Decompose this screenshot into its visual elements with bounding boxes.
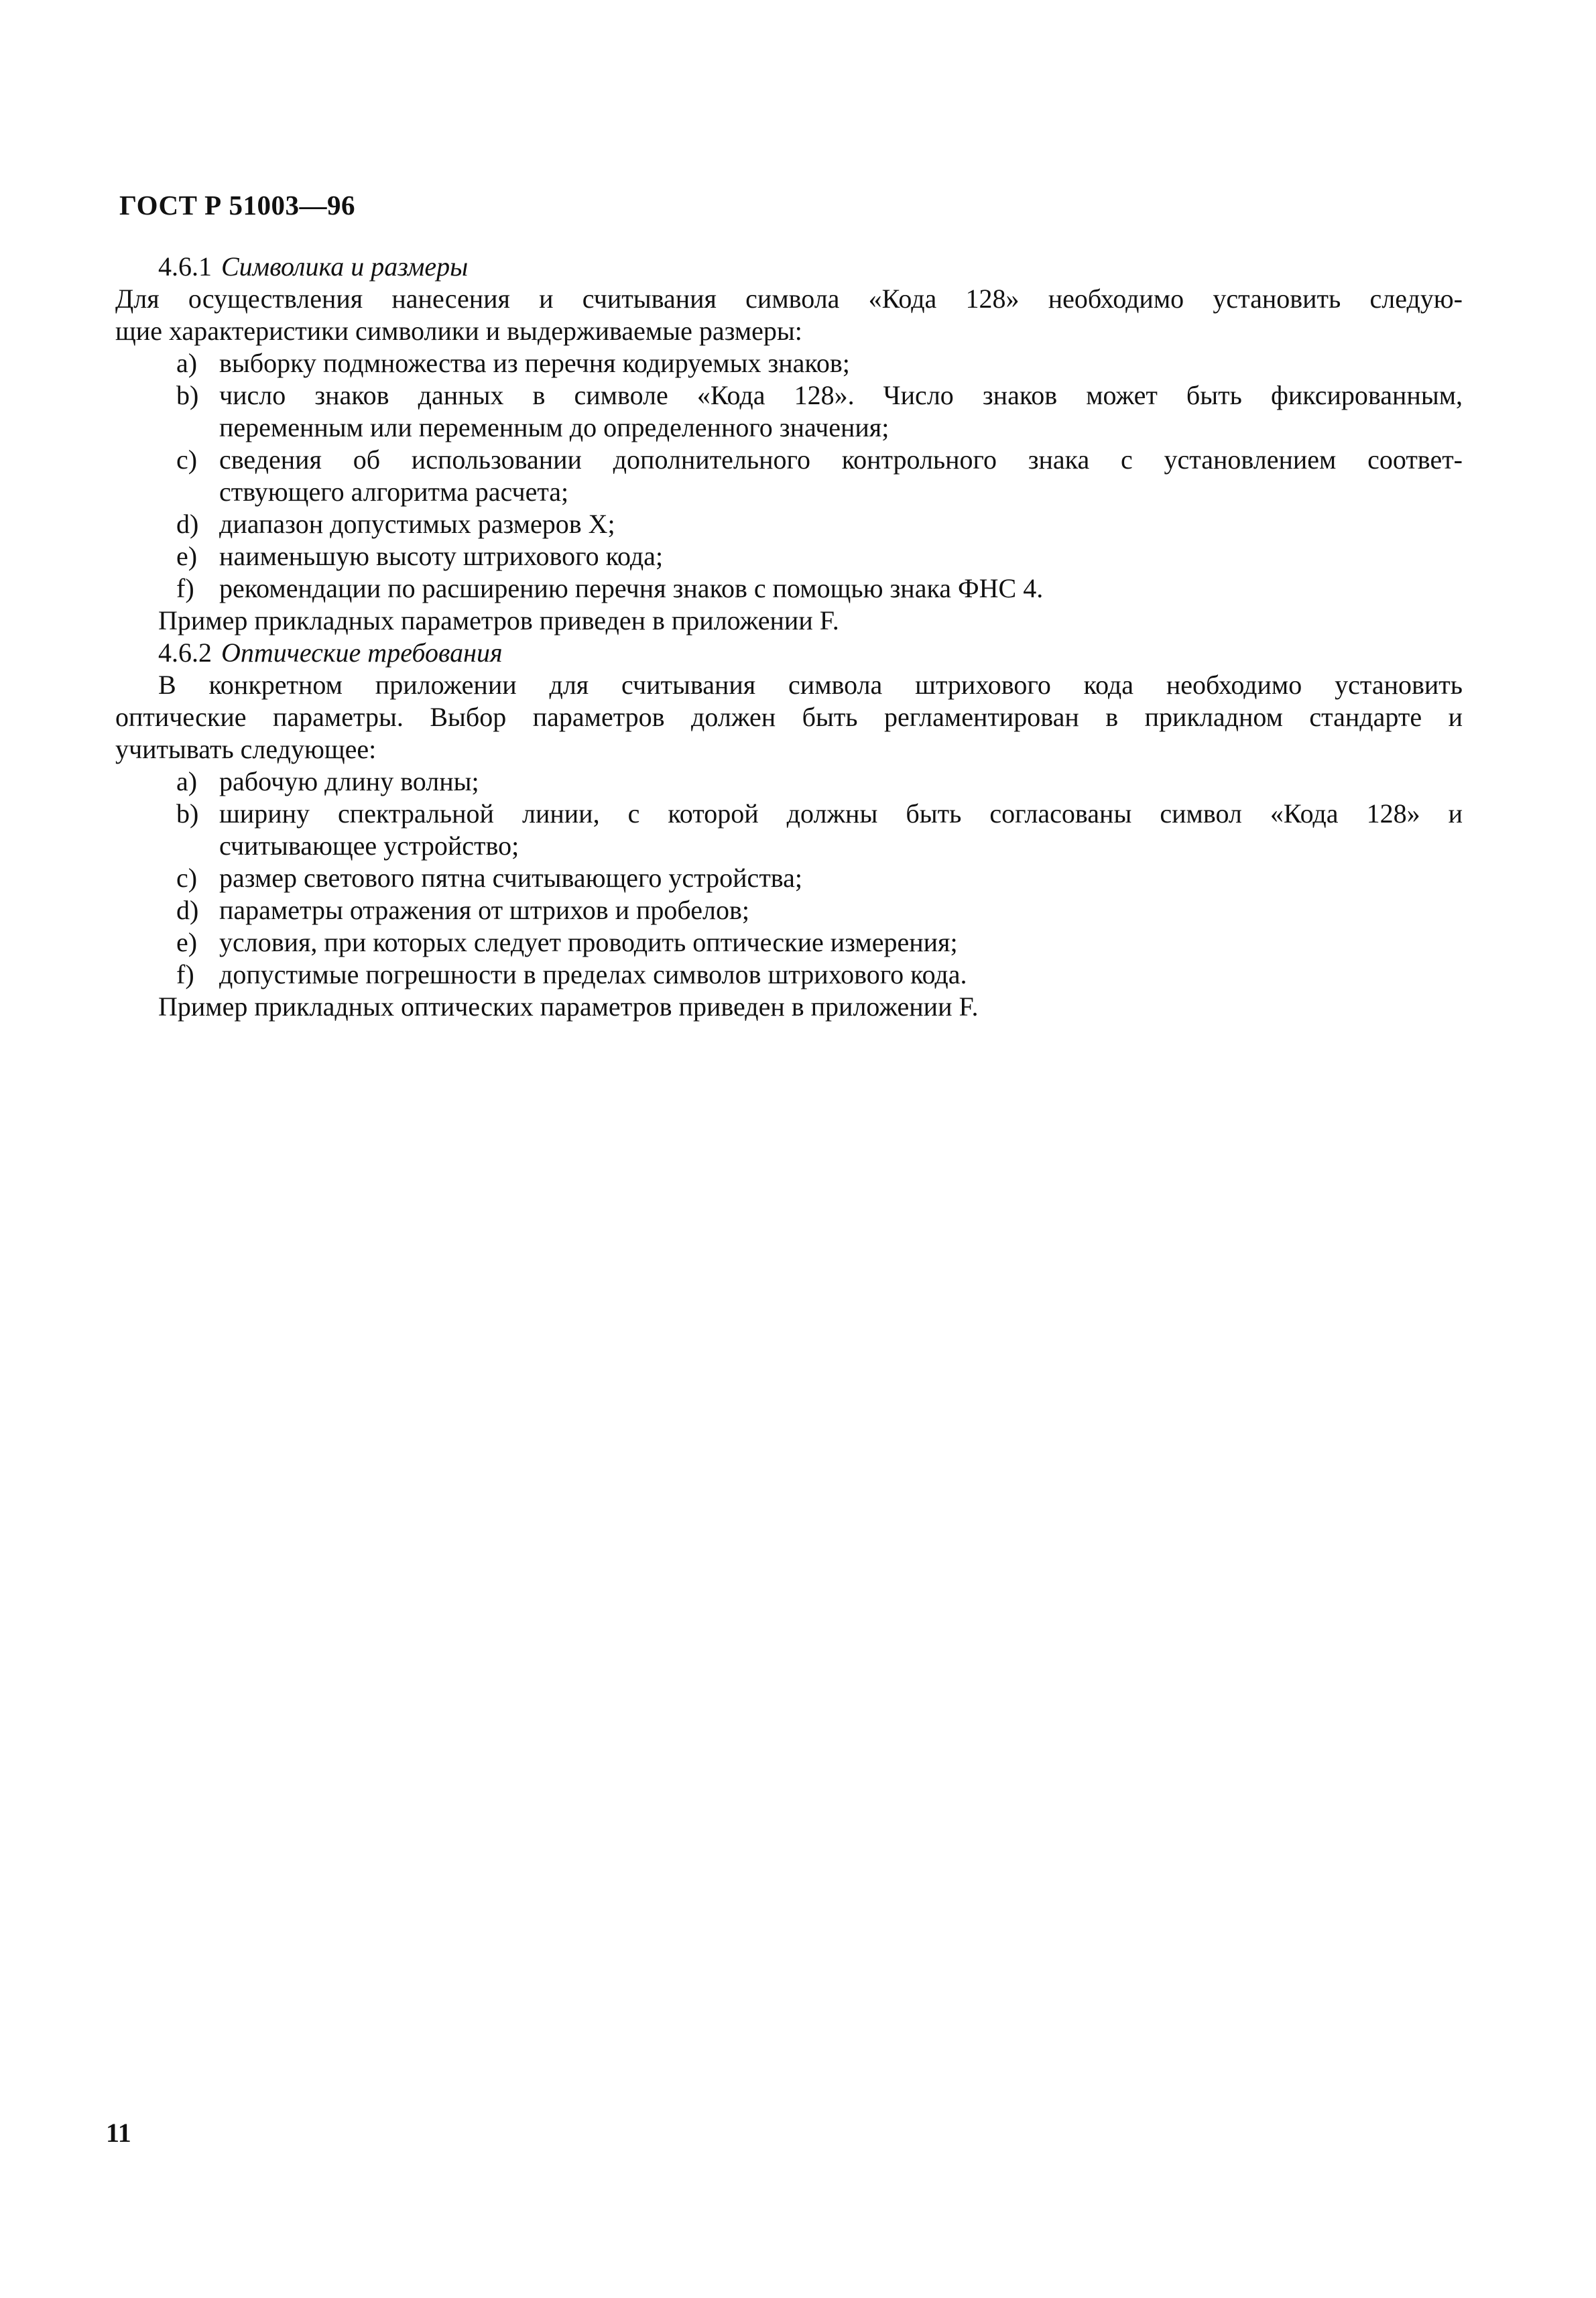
list-item-text: считывающее устройство;: [219, 831, 519, 861]
section-number: 4.6.1: [158, 251, 212, 282]
list-item-text: сведения об использовании дополнительного контрольного знака с установлением соответ-: [219, 444, 1463, 475]
list-item-text: ширину спектральной линии, с которой должны быть согласованы символ «Кода 128» и: [219, 798, 1463, 829]
paragraph-line: оптические параметры. Выбор параметров должен быть регламентирован в прикладном стандарте и: [115, 702, 1463, 732]
list-item: [115, 926, 1463, 959]
list-item-text: рабочую длину волны;: [219, 766, 479, 796]
list-item-text: выборку подмножества из перечня кодируемых знаков;: [219, 348, 850, 378]
paragraph-line: Пример прикладных оптических параметров приведен в приложении F.: [158, 991, 979, 1022]
list-marker: f): [176, 573, 194, 603]
list-item: [115, 862, 1463, 894]
list-marker: d): [176, 509, 199, 539]
list-item: [115, 444, 1463, 508]
list-marker: e): [176, 927, 198, 957]
page-number: 11: [106, 2118, 131, 2148]
section-number: 4.6.2: [158, 638, 212, 668]
section-heading-4-6-1: [115, 251, 1463, 283]
list-marker: c): [176, 444, 198, 475]
paragraph-line: Пример прикладных параметров приведен в приложении F.: [158, 605, 839, 636]
list-item-text: число знаков данных в символе «Кода 128». Число знаков может быть фиксированным,: [219, 380, 1463, 410]
list-marker: d): [176, 895, 199, 925]
list-item-text: допустимые погрешности в пределах символов штрихового кода.: [219, 959, 967, 989]
list-item: [115, 508, 1463, 540]
list-item-text: параметры отражения от штрихов и пробелов;: [219, 895, 749, 925]
list-item: [115, 540, 1463, 572]
list-item: [115, 766, 1463, 798]
list-marker: b): [176, 798, 199, 829]
list-item-text: ствующего алгоритма расчета;: [219, 477, 569, 507]
list-marker: c): [176, 863, 198, 893]
paragraph-line: В конкретном приложении для считывания символа штрихового кода необходимо установить: [158, 670, 1463, 700]
paragraph-line: щие характеристики символики и выдерживаемые размеры:: [115, 316, 802, 346]
paragraph-line: учитывать следующее:: [115, 734, 377, 764]
list-item: [115, 347, 1463, 379]
list-item-text: рекомендации по расширению перечня знаков с помощью знака ФНС 4.: [219, 573, 1044, 603]
list-marker: e): [176, 541, 198, 571]
list-marker: a): [176, 766, 198, 796]
list-marker: b): [176, 380, 199, 410]
list-item: [115, 894, 1463, 926]
list-item-text: размер светового пятна считывающего устройства;: [219, 863, 803, 893]
document-body: [115, 251, 1463, 1023]
paragraph-line: Для осуществления нанесения и считывания символа «Кода 128» необходимо установить следую-: [115, 284, 1463, 314]
document-header: ГОСТ Р 51003—96: [119, 190, 355, 221]
list-marker: f): [176, 959, 194, 989]
list-item: [115, 959, 1463, 991]
list-item-text: наименьшую высоту штрихового кода;: [219, 541, 664, 571]
section-title: Символика и размеры: [221, 251, 469, 282]
section-title: Оптические требования: [221, 638, 503, 668]
section-heading-4-6-2: [115, 637, 1463, 669]
list-item: [115, 572, 1463, 605]
list-item-text: переменным или переменным до определенного значения;: [219, 412, 889, 442]
list-marker: a): [176, 348, 198, 378]
list-item: [115, 798, 1463, 862]
list-item-text: диапазон допустимых размеров X;: [219, 509, 615, 539]
list-item-text: условия, при которых следует проводить оптические измерения;: [219, 927, 958, 957]
list-item: [115, 379, 1463, 444]
